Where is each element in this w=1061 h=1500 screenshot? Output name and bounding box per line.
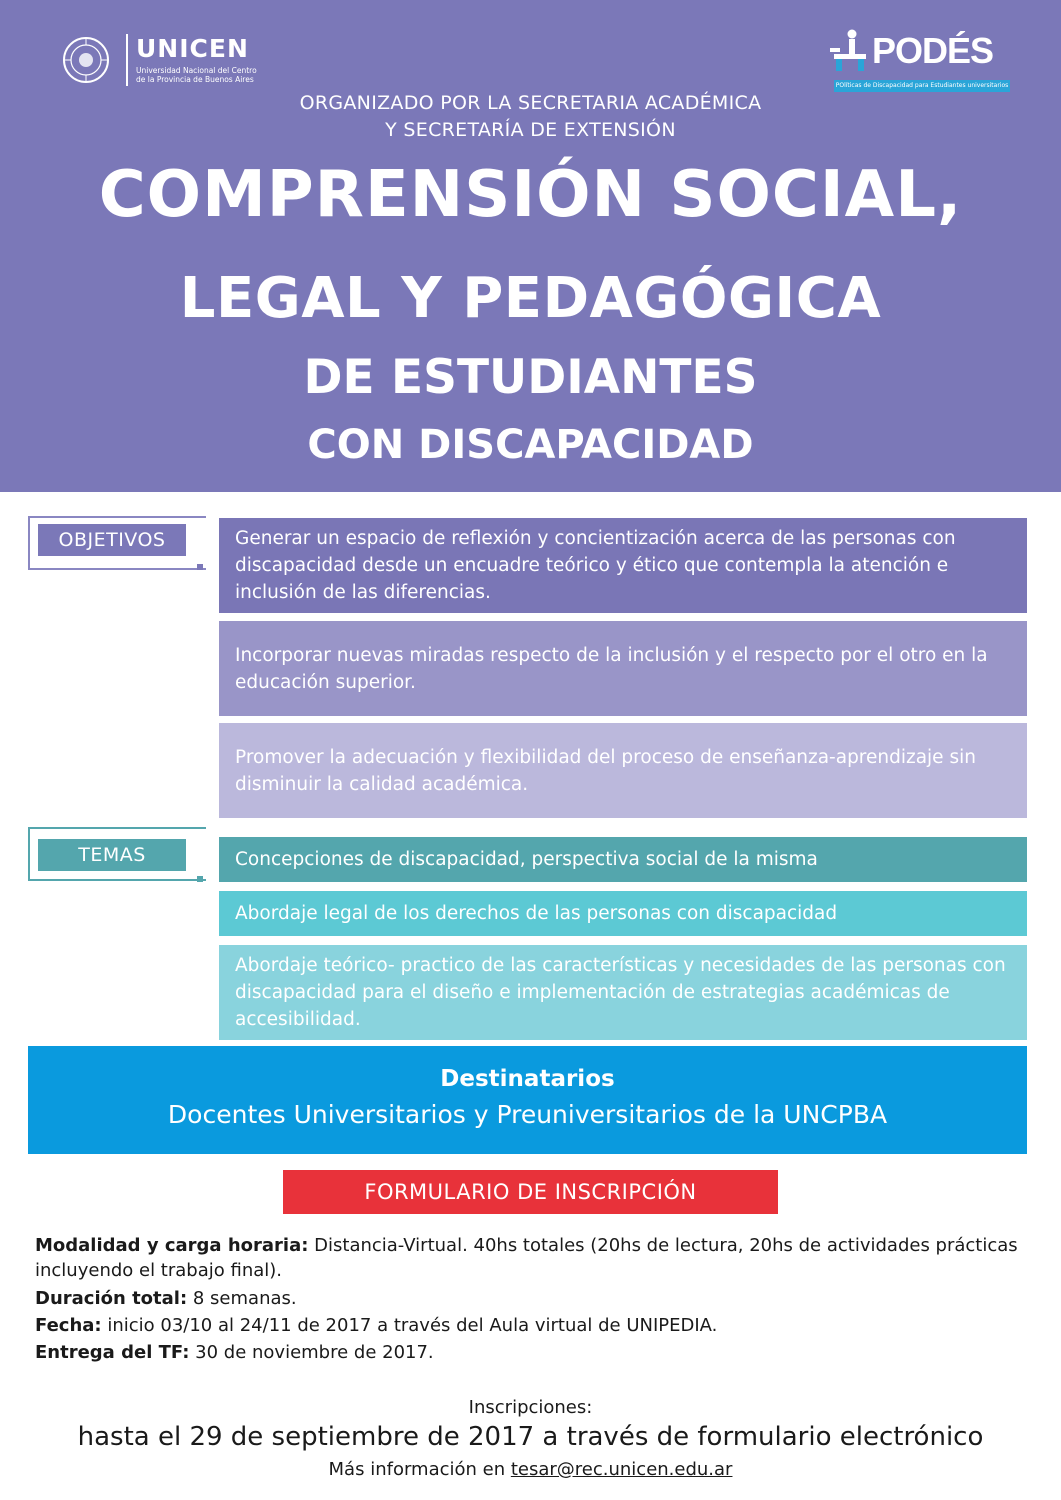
destinatarios-panel <box>28 1046 1027 1154</box>
contact-email-link[interactable]: tesar@rec.unicen.edu.ar <box>510 1459 733 1480</box>
duracion-line: Duración total: 8 semanas. <box>35 1288 297 1309</box>
tema-item: Abordaje legal de los derechos de las personas con discapacidad <box>219 891 1027 936</box>
unicen-seal-icon <box>62 36 110 84</box>
unicen-subtitle-1: Universidad Nacional del Centro <box>136 66 257 75</box>
tema-item: Abordaje teórico- practico de las características y necesidades de las personas con discapacidad para el diseño e implementación de estrategias académicas de accesibilidad. <box>219 945 1027 1040</box>
entrega-line: Entrega del TF: 30 de noviembre de 2017. <box>35 1342 434 1363</box>
objetivo-item: Generar un espacio de reflexión y concientización acerca de las personas con discapacidad desde un encuadre teórico y ético que contempla la atención e inclusión de las diferencias. <box>219 518 1027 613</box>
title-line-4: CON DISCAPACIDAD <box>307 422 754 468</box>
title-line-1: COMPRENSIÓN SOCIAL, <box>98 158 963 232</box>
more-info-line: Más información en tesar@rec.unicen.edu.ar <box>328 1459 733 1480</box>
destinatarios-heading: Destinatarios <box>440 1066 615 1092</box>
podes-tagline: POlíticas de Discapacidad para Estudiantes universitarios <box>834 80 1010 92</box>
registration-form-button[interactable]: FORMULARIO DE INSCRIPCIÓN <box>283 1170 778 1214</box>
unicen-subtitle-2: de la Provincia de Buenos Aires <box>136 75 254 84</box>
organizer-line-1: ORGANIZADO POR LA SECRETARIA ACADÉMICA <box>299 92 762 114</box>
inscripciones-label: Inscripciones: <box>468 1397 593 1418</box>
podes-name: PODÉS <box>872 30 994 71</box>
modalidad-line: Modalidad y carga horaria: Distancia-Virtual. 40hs totales (20hs de lectura, 20hs de actividades prácticas incluyendo el trabajo final). <box>35 1235 1018 1281</box>
podes-logo <box>828 24 1014 94</box>
objetivo-item: Promover la adecuación y flexibilidad del proceso de enseñanza-aprendizaje sin disminuir la calidad académica. <box>219 723 1027 818</box>
title-line-3: DE ESTUDIANTES <box>303 350 758 405</box>
objetivos-label: OBJETIVOS <box>38 524 186 556</box>
header-banner <box>0 0 1061 492</box>
inscripciones-deadline: hasta el 29 de septiembre de 2017 a través de formulario electrónico <box>77 1422 984 1452</box>
objetivos-marker <box>197 564 203 570</box>
logo-divider <box>126 34 128 86</box>
title-line-2: LEGAL Y PEDAGÓGICA <box>179 266 882 331</box>
destinatarios-text: Docentes Universitarios y Preuniversitarios de la UNCPBA <box>167 1100 888 1129</box>
temas-marker <box>197 876 203 882</box>
accessibility-figure-icon <box>830 28 870 72</box>
organizer-line-2: Y SECRETARÍA DE EXTENSIÓN <box>385 119 676 141</box>
tema-item: Concepciones de discapacidad, perspectiva social de la misma <box>219 837 1027 882</box>
fecha-line: Fecha: inicio 03/10 al 24/11 de 2017 a través del Aula virtual de UNIPEDIA. <box>35 1315 718 1336</box>
unicen-name: UNICEN <box>136 34 249 63</box>
temas-label: TEMAS <box>38 839 186 871</box>
objetivo-item: Incorporar nuevas miradas respecto de la inclusión y el respecto por el otro en la educación superior. <box>219 621 1027 716</box>
